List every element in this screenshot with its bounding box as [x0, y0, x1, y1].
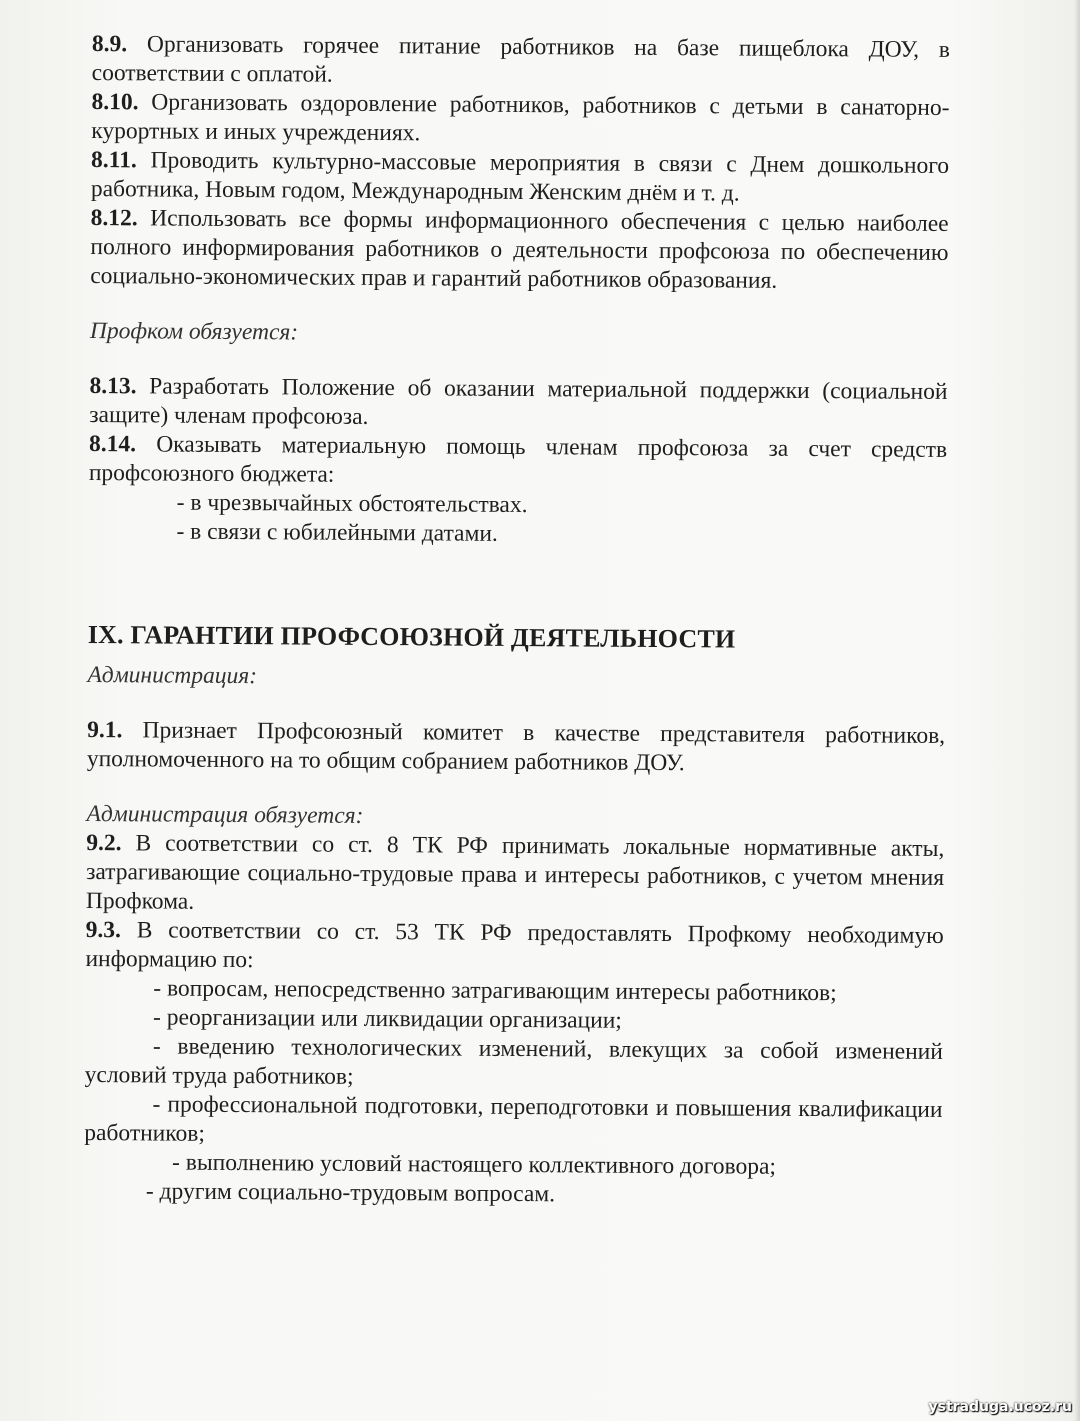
- clause-text: Проводить культурно-массовые мероприятия в связи с Днем дошкольного работника, Новым годом, Международным Женским днём и т. д.: [90, 147, 950, 207]
- list-item: - профессиональной подготовки, переподготовки и повышения квалификации работников;: [84, 1091, 943, 1147]
- administration-label: Администрация:: [87, 661, 258, 690]
- clause-number: 9.2.: [86, 829, 122, 857]
- site-watermark: ystraduga.ucoz.ru: [928, 1399, 1072, 1415]
- clause-text: Организовать оздоровление работников, работников с детьми в санаторно-курортных и иных учреждениях.: [91, 89, 950, 147]
- section-heading: IX. ГАРАНТИИ ПРОФСОЮЗНОЙ ДЕЯТЕЛЬНОСТИ: [87, 619, 736, 654]
- clause-number: 8.9.: [91, 30, 128, 58]
- clause-8-12: [90, 204, 949, 297]
- clause-number: 8.13.: [89, 372, 137, 400]
- list-item: - реорганизации или ликвидации организации;: [153, 1004, 622, 1034]
- list-item: - другим социально-трудовым вопросам.: [145, 1178, 556, 1208]
- clause-8-10: [91, 88, 949, 152]
- clause-text: Признает Профсоюзный комитет в качестве представителя работников, уполномоченного на то общим собранием работников ДОУ.: [86, 717, 946, 777]
- clause-number: 8.14.: [89, 430, 137, 458]
- clause-8-13: [89, 372, 947, 436]
- clause-text: Оказывать материальную помощь членам профсоюза за счет средств профсоюзного бюджета:: [88, 431, 948, 488]
- clause-8-11: [91, 146, 949, 210]
- list-item: - вопросам, непосредственно затрагивающим интересы работников;: [153, 975, 837, 1007]
- list-item: - в чрезвычайных обстоятельствах.: [176, 489, 528, 519]
- clause-number: 9.1.: [87, 716, 123, 744]
- page-edge-shadow: [1074, 0, 1080, 1421]
- list-item: - в связи с юбилейными датами.: [176, 518, 498, 547]
- clause-text: В соответствии со ст. 8 ТК РФ принимать локальные нормативные акты, затрагивающие социально-трудовые права и интересы работников, с учетом мнения Профкома.: [85, 830, 945, 915]
- clause-text: В соответствии со ст. 53 ТК РФ предоставлять Профкому необходимую информацию по:: [85, 917, 944, 974]
- clause-text: Организовать горячее питание работников на базе пищеблока ДОУ, в соответствии с оплатой.: [91, 31, 950, 88]
- clause-number: 8.12.: [90, 204, 138, 232]
- clause-8-14: [89, 430, 947, 494]
- clause-9-3: [85, 916, 943, 980]
- administration-obliges-label: Администрация обязуется:: [86, 800, 364, 829]
- clause-number: 8.10.: [91, 88, 139, 116]
- clause-text: Разработать Положение об оказании материальной поддержки (социальной защите) членам профсоюза.: [89, 373, 948, 430]
- document-body: [84, 30, 950, 1212]
- list-item: - введению технологических изменений, влекущих за собой изменений условий труда работников;: [84, 1033, 943, 1090]
- clause-9-1: [87, 716, 945, 780]
- clause-text: Использовать все формы информационного обеспечения с целью наиболее полного информирования работников о деятельности профсоюза по обеспечению социально-экономических прав и гарантий работников образования.: [90, 205, 949, 294]
- clause-8-9: [92, 30, 950, 94]
- list-item: - выполнению условий настоящего коллективного договора;: [172, 1149, 777, 1180]
- profkom-obliges-label: Профком обязуется:: [89, 317, 299, 346]
- clause-9-2: [86, 829, 945, 922]
- clause-number: 8.11.: [91, 146, 137, 174]
- clause-number: 9.3.: [85, 916, 122, 944]
